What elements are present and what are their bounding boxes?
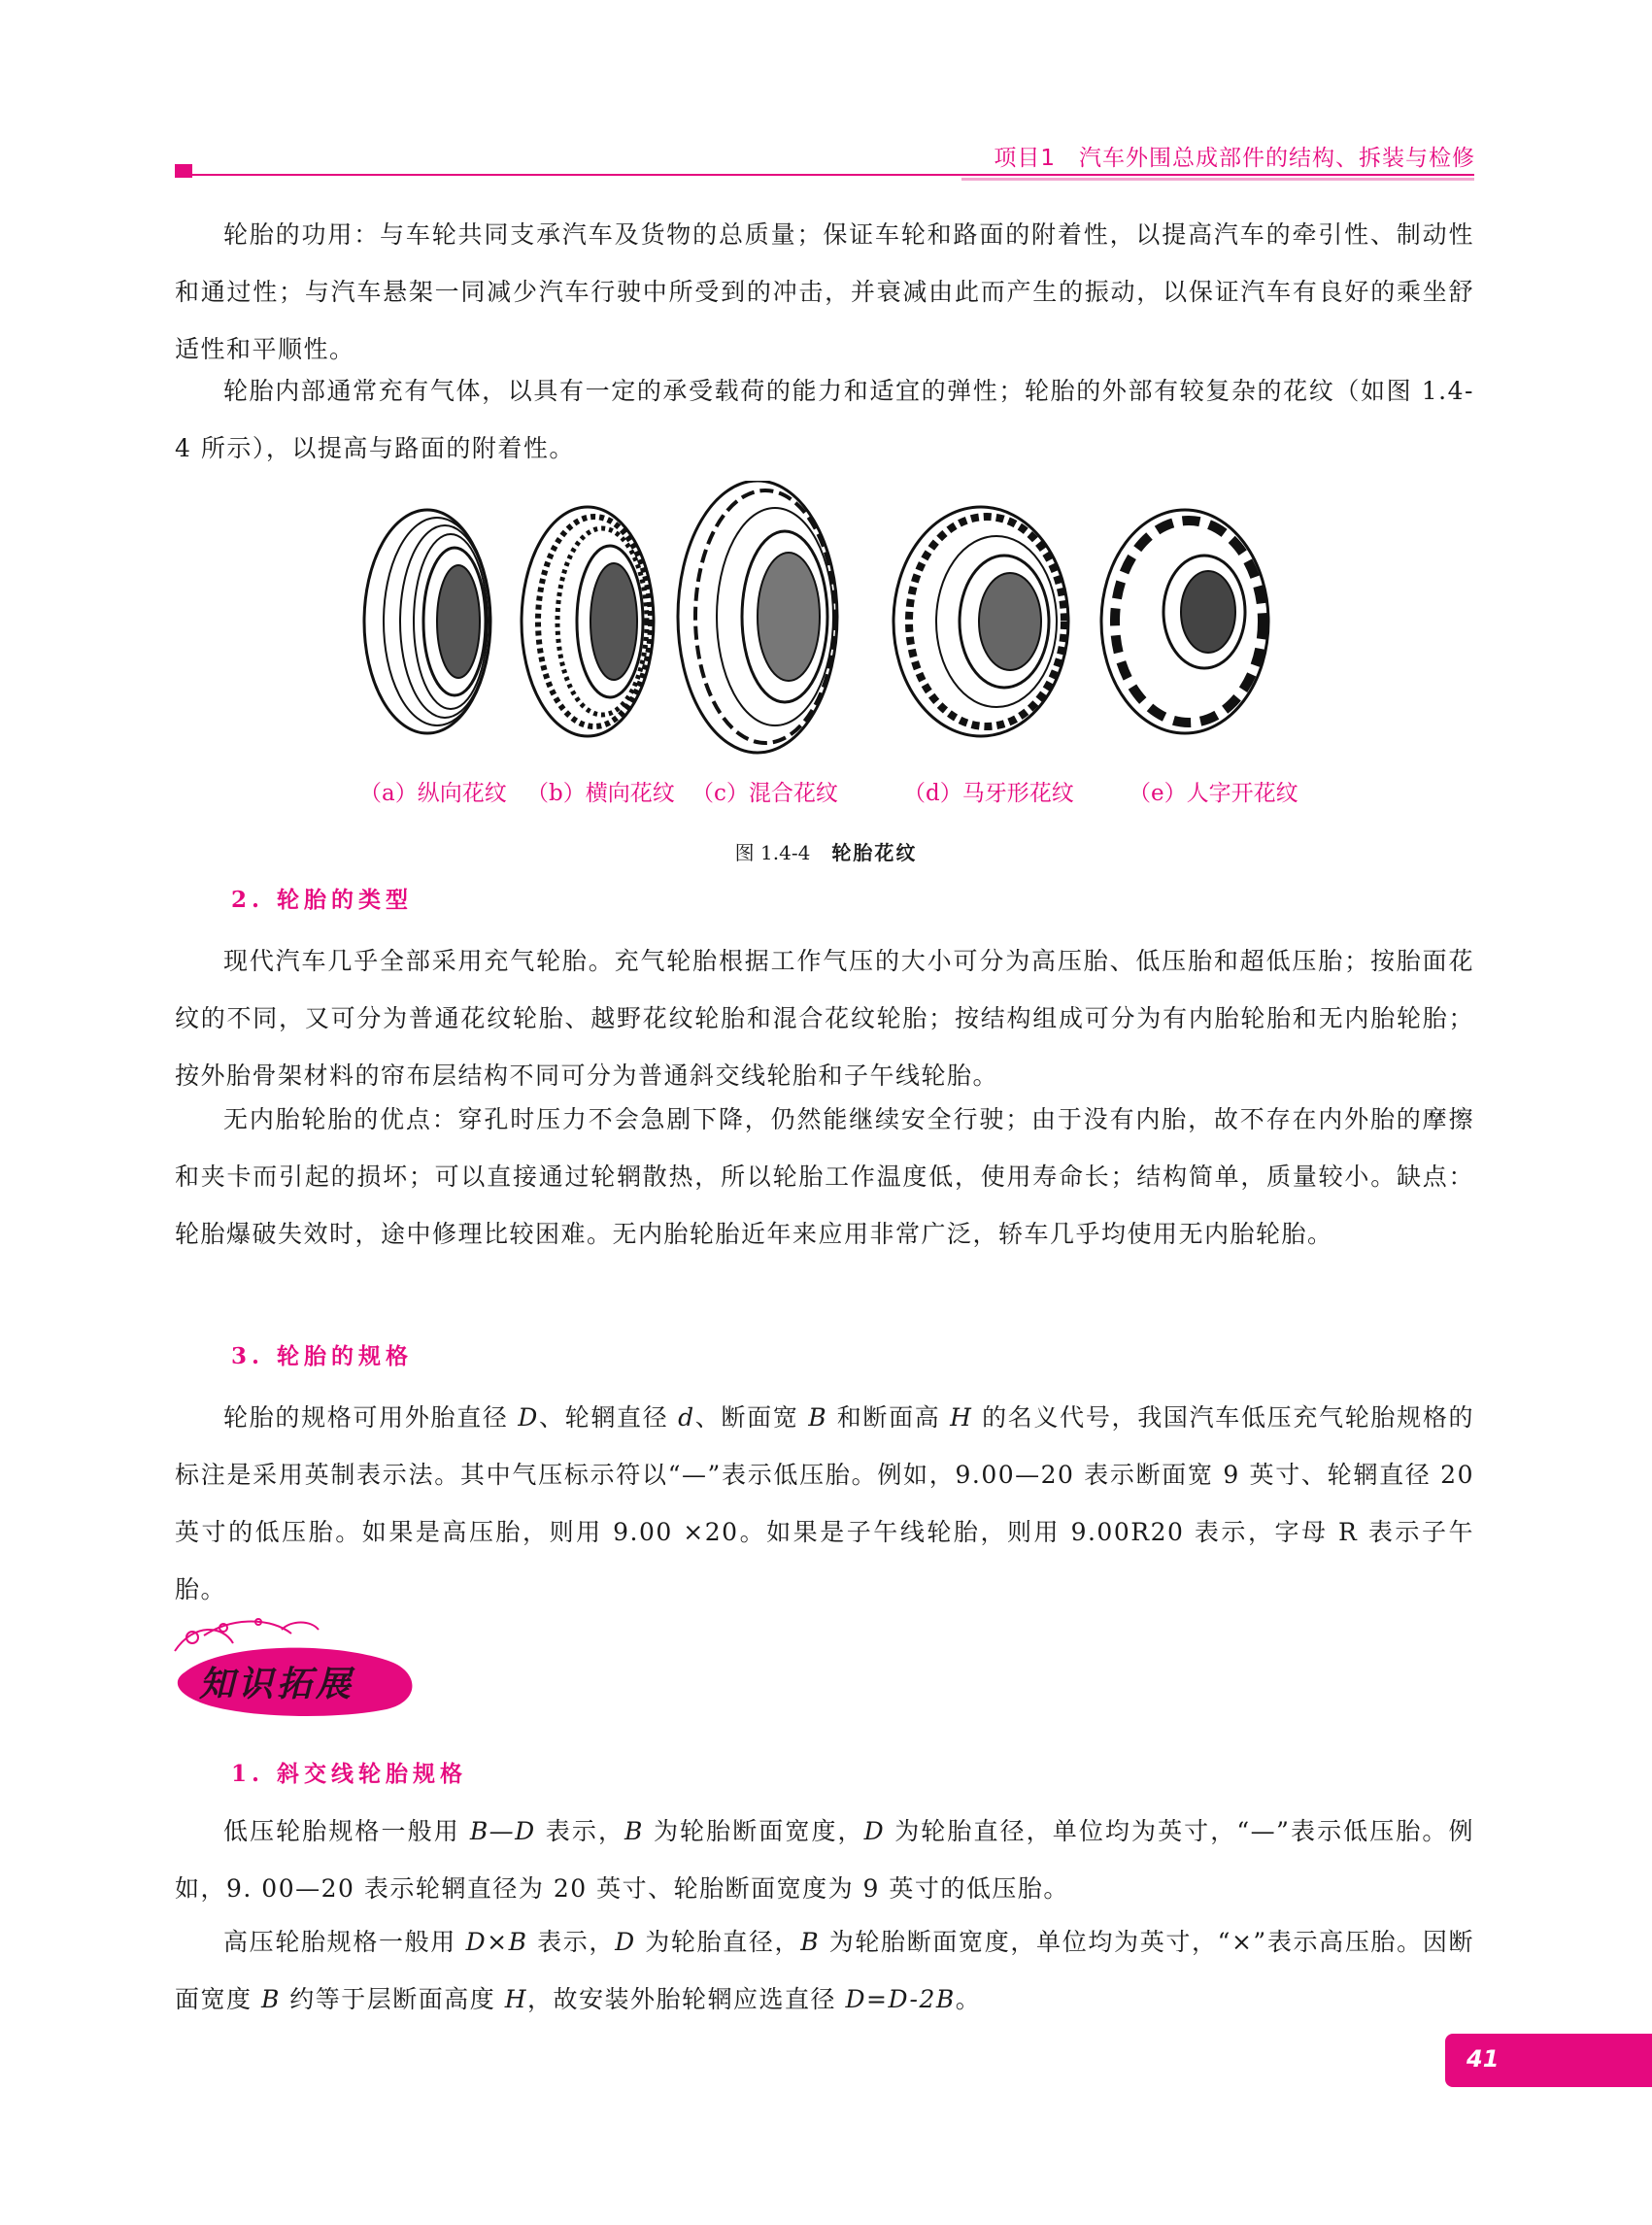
section-heading-types: 2. 轮胎的类型 xyxy=(231,887,414,913)
figure-number: 图 1.4-4 xyxy=(734,841,811,864)
page-number: 41 xyxy=(1467,2045,1500,2073)
tire-horse-tooth-icon xyxy=(893,507,1068,736)
header-rule-accent xyxy=(961,178,1474,181)
figure-name: 轮胎花纹 xyxy=(831,841,918,864)
tire-mixed-icon xyxy=(678,481,837,753)
paragraph-tire-inner: 轮胎内部通常充有气体，以具有一定的承受载荷的能力和适宜的弹性；轮胎的外部有较复杂的花纹（如图 1.4-4 所示），以提高与路面的附着性。 xyxy=(175,377,1474,462)
header-marker xyxy=(175,164,192,178)
caption-a: （a）纵向花纹 xyxy=(359,781,507,806)
tire-herringbone-icon xyxy=(1101,510,1268,733)
paragraph-tire-function: 轮胎的功用：与车轮共同支承汽车及货物的总质量；保证车轮和路面的附着性，以提高汽车的牵引性、制动性和通过性；与汽车悬架一同减少汽车行驶中所受到的冲击，并衰减由此而产生的振动，以保证汽车有良好的乘坐舒适性和平顺性。 xyxy=(175,220,1474,363)
paragraph-low-pressure: 低压轮胎规格一般用 B—D 表示，B 为轮胎断面宽度，D 为轮胎直径，单位均为英寸，“—”表示低压胎。例如，9. 00—20 表示轮辋直径为 20 英寸、轮胎断面宽度为 9 英寸的低压胎。 xyxy=(175,1817,1475,1903)
tire-tread-figure xyxy=(340,481,1311,762)
caption-d: （d）马牙形花纹 xyxy=(903,781,1074,806)
paragraph-tire-types: 现代汽车几乎全部采用充气轮胎。充气轮胎根据工作气压的大小可分为高压胎、低压胎和超低压胎；按胎面花纹的不同，又可分为普通花纹轮胎、越野花纹轮胎和混合花纹轮胎；按结构组成可分为有内胎轮胎和无内胎轮胎；按外胎骨架材料的帘布层结构不同可分为普通斜交线轮胎和子午线轮胎。 xyxy=(175,947,1474,1090)
tire-tread-illustrations xyxy=(340,481,1311,762)
tire-longitudinal-icon xyxy=(364,510,490,733)
knowledge-badge-label: 知识拓展 xyxy=(199,1665,355,1704)
tire-transverse-icon xyxy=(522,507,654,736)
caption-b: （b）横向花纹 xyxy=(526,781,675,806)
figure-title xyxy=(0,837,1652,865)
caption-e: （e）人字开花纹 xyxy=(1129,781,1298,806)
caption-c: （c）混合花纹 xyxy=(691,781,838,806)
section-heading-specs: 3. 轮胎的规格 xyxy=(231,1343,414,1369)
paragraph-tire-specs: 轮胎的规格可用外胎直径 D、轮辋直径 d、断面宽 B 和断面高 H 的名义代号，我国汽车低压充气轮胎规格的标注是采用英制表示法。其中气压标示符以“—”表示低压胎。例如，9.00—20 表示断面宽 9 英寸、轮辋直径 20 英寸的低压胎。如果是高压胎，则用 9.00 ×20。如果是子午线轮胎，则用 9.00R20 表示，字母 R 表示子午胎。 xyxy=(175,1403,1475,1603)
paragraph-high-pressure: 高压轮胎规格一般用 D×B 表示，D 为轮胎直径，B 为轮胎断面宽度，单位均为英寸，“×”表示高压胎。因断面宽度 B 约等于层断面高度 H，故安装外胎轮辋应选直径 D=D-2B。 xyxy=(175,1928,1475,2013)
page-number-tab xyxy=(1445,2034,1652,2087)
paragraph-tubeless: 无内胎轮胎的优点：穿孔时压力不会急剧下降，仍然能继续安全行驶；由于没有内胎，故不存在内外胎的摩擦和夹卡而引起的损坏；可以直接通过轮辋散热，所以轮胎工作温度低，使用寿命长；结构简单，质量较小。缺点：轮胎爆破失效时，途中修理比较困难。无内胎轮胎近年来应用非常广泛，轿车几乎均使用无内胎轮胎。 xyxy=(175,1105,1474,1248)
header-title: 项目1 汽车外围总成部件的结构、拆装与检修 xyxy=(994,146,1475,171)
section-heading-bias: 1. 斜交线轮胎规格 xyxy=(231,1761,468,1787)
header-rule xyxy=(192,174,1474,176)
